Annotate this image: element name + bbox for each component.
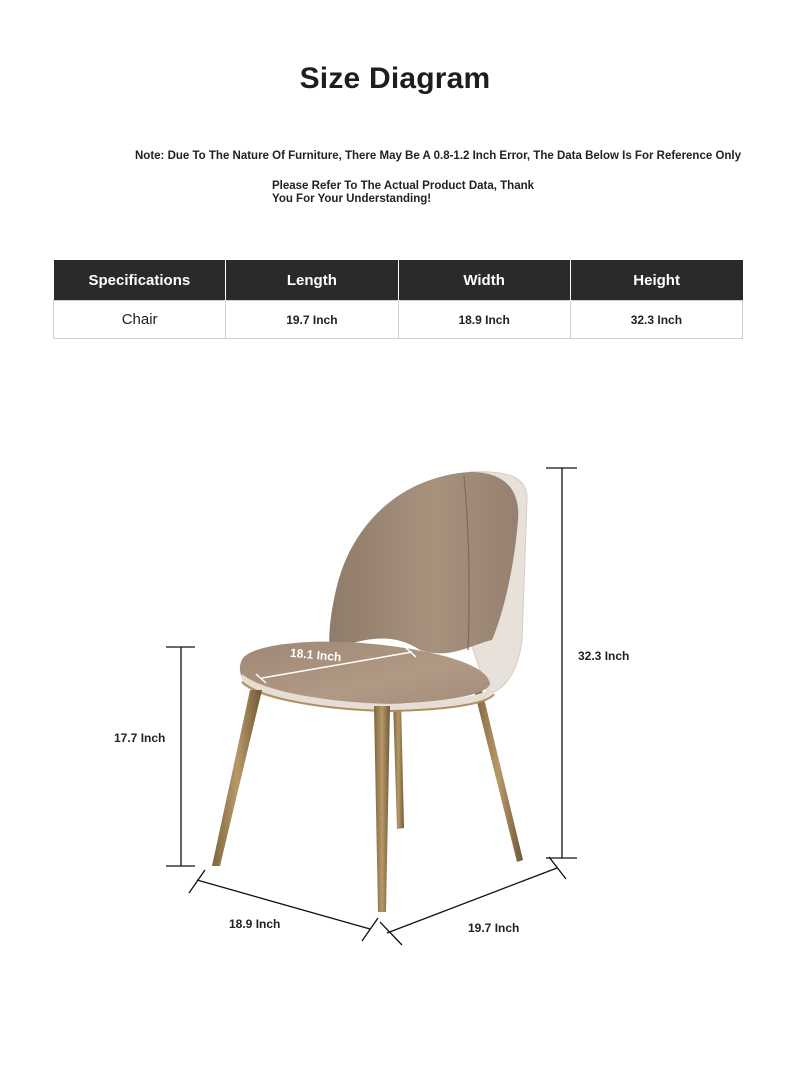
width-line bbox=[197, 880, 370, 929]
header-height: Height bbox=[570, 260, 742, 301]
width-tick-right bbox=[362, 918, 378, 941]
seat-height-label: 17.7 Inch bbox=[114, 731, 166, 745]
width-label: 18.9 Inch bbox=[229, 917, 281, 931]
cell-product: Chair bbox=[54, 301, 226, 339]
chair-leg-back-mid bbox=[393, 700, 404, 829]
length-tick-right bbox=[549, 857, 566, 879]
cell-length: 19.7 Inch bbox=[226, 301, 398, 339]
length-tick-left bbox=[380, 922, 402, 945]
header-specifications: Specifications bbox=[54, 260, 226, 301]
seat-depth-label: 18.1 Inch bbox=[289, 645, 342, 665]
cell-height: 32.3 Inch bbox=[570, 301, 742, 339]
chair-leg-front-right bbox=[374, 706, 390, 912]
header-length: Length bbox=[226, 260, 398, 301]
length-label: 19.7 Inch bbox=[468, 921, 520, 935]
total-height-label: 32.3 Inch bbox=[578, 649, 630, 663]
header-width: Width bbox=[398, 260, 570, 301]
note-line-a: Please Refer To The Actual Product Data, Thank bbox=[272, 180, 535, 192]
note-line-b: You For Your Understanding! bbox=[272, 192, 432, 205]
disclaimer-note: Note: Due To The Nature Of Furniture, There May Be A 0.8-1.2 Inch Error, The Data Below Is For Reference Only bbox=[135, 150, 742, 162]
chair-leg-front-left bbox=[212, 690, 262, 866]
page-title: Size Diagram bbox=[299, 62, 491, 95]
chair-leg-back-right bbox=[474, 690, 523, 862]
cell-width: 18.9 Inch bbox=[398, 301, 570, 339]
chair-back bbox=[329, 472, 518, 653]
